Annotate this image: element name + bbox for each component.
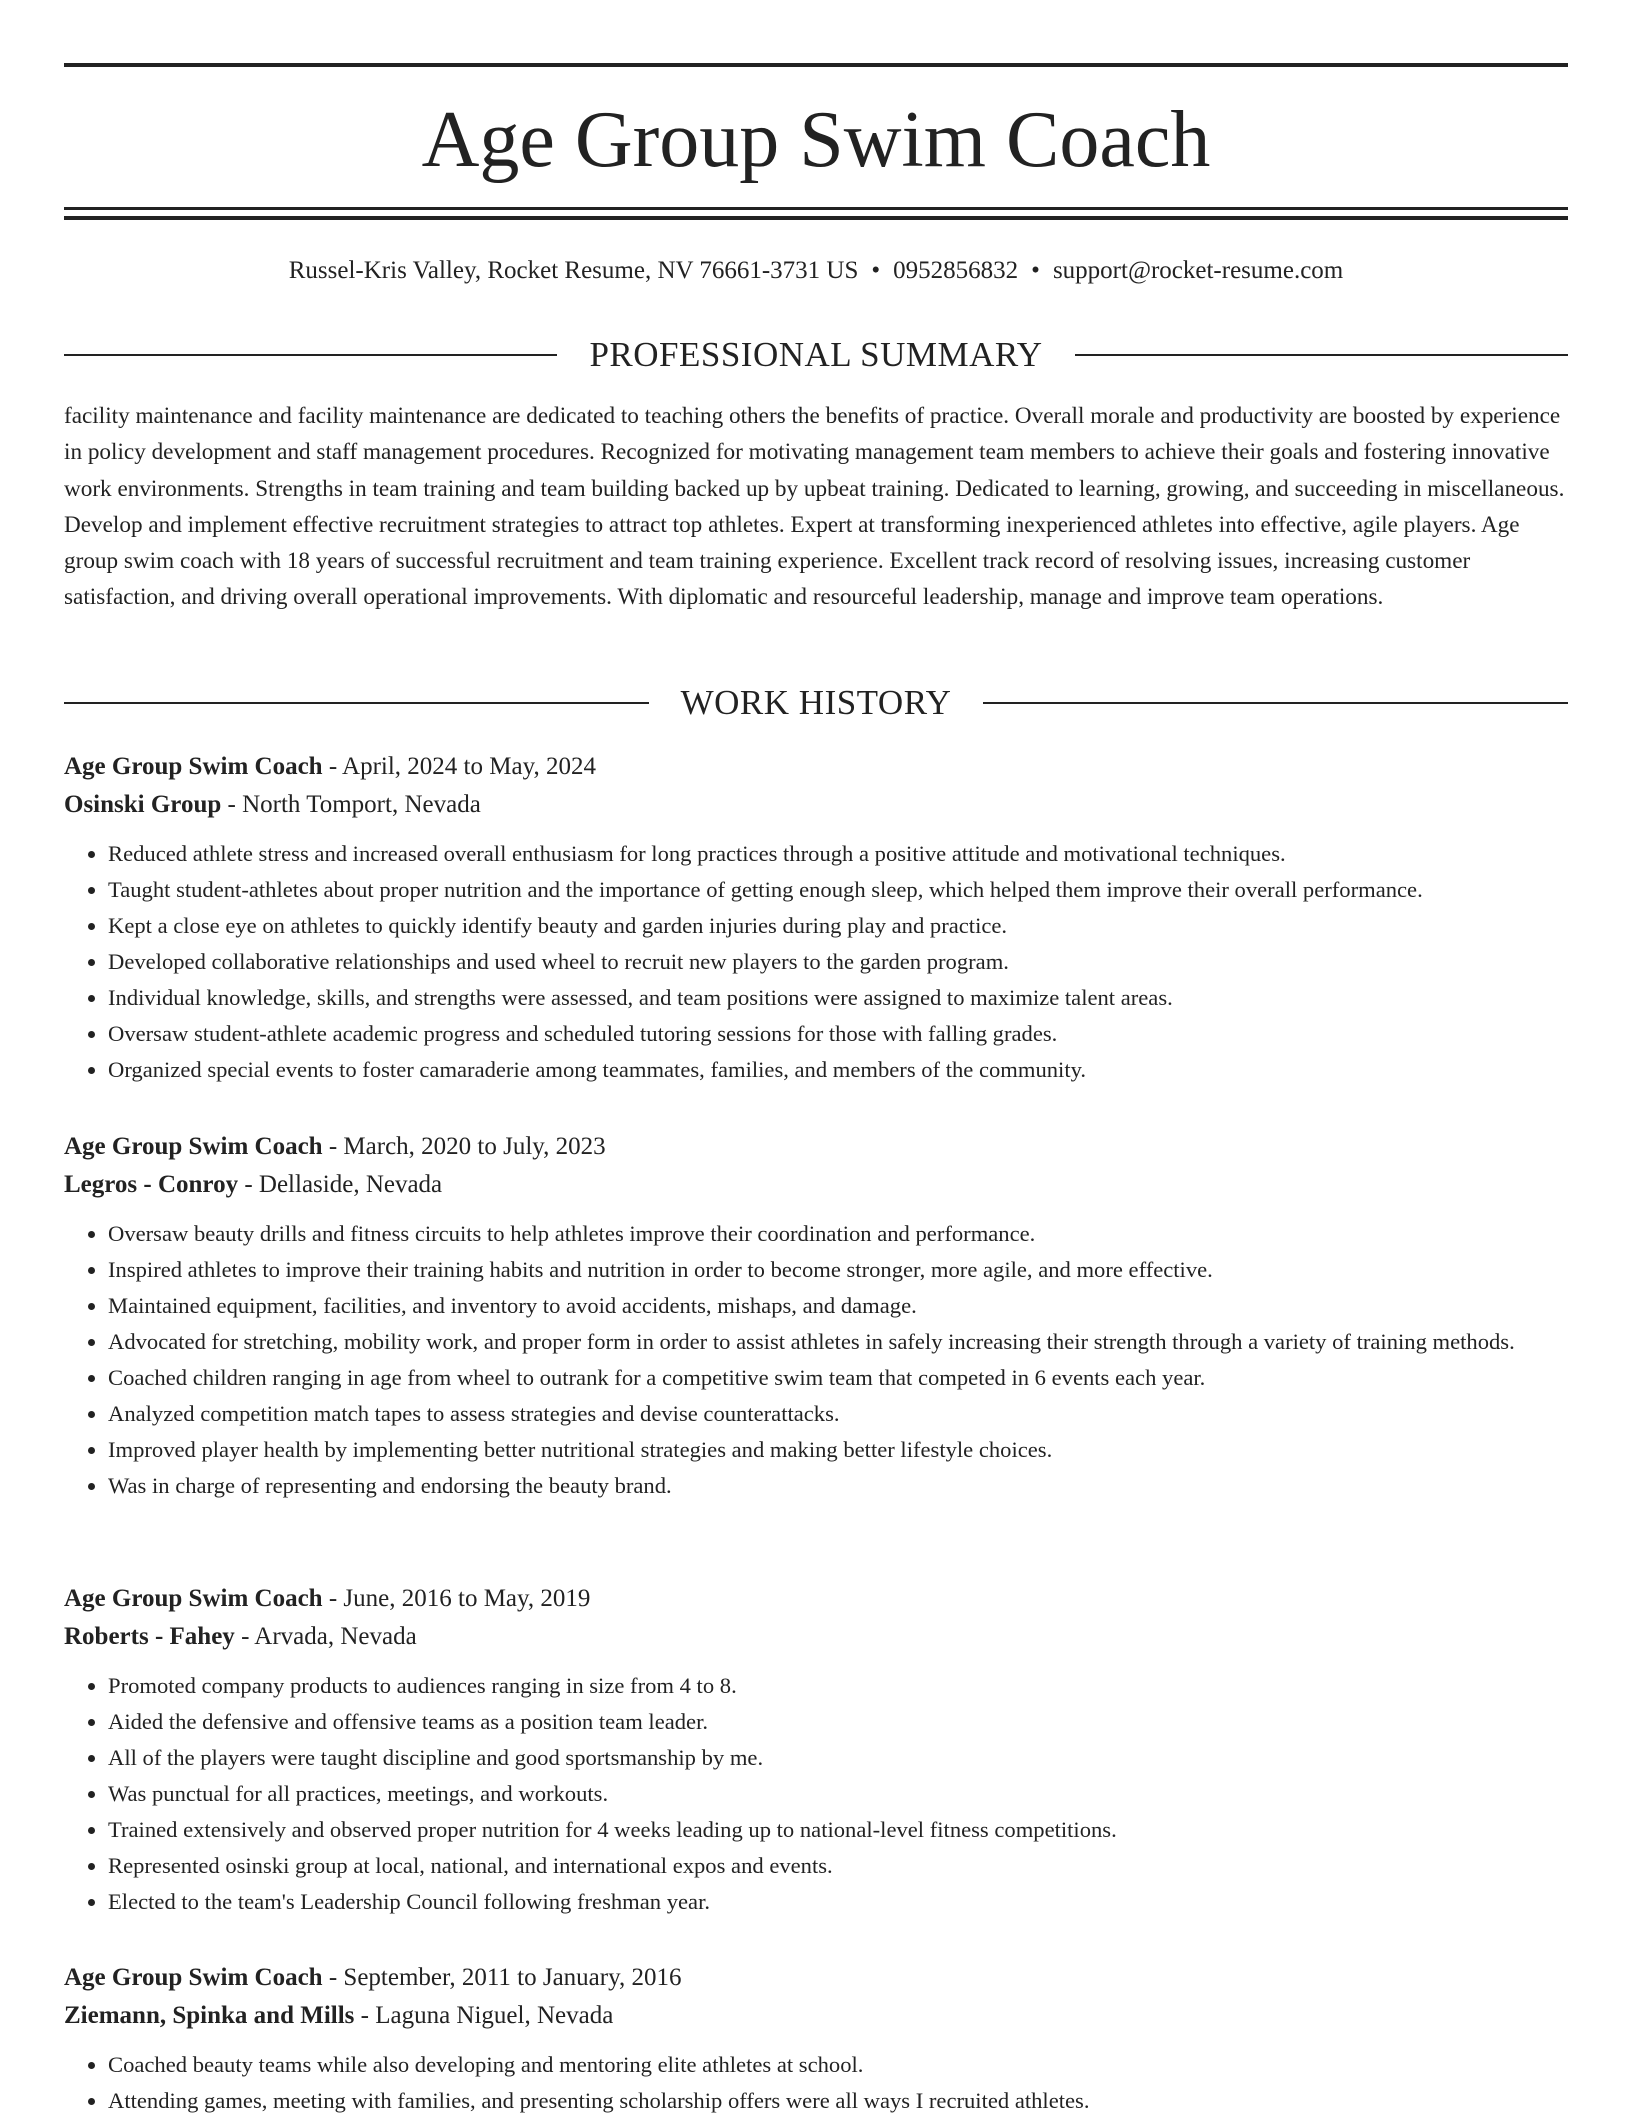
summary-heading: PROFESSIONAL SUMMARY <box>589 335 1043 374</box>
duty-list <box>64 836 1568 1088</box>
job-dates: - June, 2016 to May, 2019 <box>322 1585 591 1612</box>
page-title: Age Group Swim Coach <box>421 96 1211 184</box>
job-entry <box>64 748 1568 1088</box>
duty-item: • Coached children ranging in age from wheel to outrank for a competitive swim team that competed in 6 events each year. <box>108 1360 1568 1396</box>
duty-item: • Represented osinski group at local, national, and international expos and events. <box>108 1848 1568 1884</box>
duty-item: • Reduced athlete stress and increased overall enthusiasm for long practices through a positive attitude and motivational techniques. <box>108 836 1568 872</box>
job-dates: - April, 2024 to May, 2024 <box>322 753 596 780</box>
job-title: Age Group Swim Coach <box>64 753 323 780</box>
job-title: Age Group Swim Coach <box>64 1964 323 1991</box>
duty-item: • Developed collaborative relationships and used wheel to recruit new players to the garden program. <box>108 944 1568 980</box>
duty-item: • Attending games, meeting with families, and presenting scholarship offers were all ways I recruited athletes. <box>108 2083 1568 2119</box>
job-entry <box>64 1959 1568 2119</box>
job-company-line <box>64 786 1568 824</box>
duty-item: • Analyzed competition match tapes to assess strategies and devise counterattacks. <box>108 1396 1568 1432</box>
duty-item: • Was punctual for all practices, meetings, and workouts. <box>108 1776 1568 1812</box>
job-title-line <box>64 1580 1568 1618</box>
job-title-line <box>64 1959 1568 1997</box>
job-title-line <box>64 1128 1568 1166</box>
job-location: - Laguna Niguel, Nevada <box>354 2002 614 2029</box>
job-entry <box>64 1128 1568 1504</box>
duty-item: • Individual knowledge, skills, and strengths were assessed, and team positions were assigned to maximize talent areas. <box>108 980 1568 1016</box>
duty-item: • Coached beauty teams while also developing and mentoring elite athletes at school. <box>108 2047 1568 2083</box>
duty-item: • Organized special events to foster camaraderie among teammates, families, and members of the community. <box>108 1052 1568 1088</box>
job-entry <box>64 1580 1568 1920</box>
duty-item: • Oversaw beauty drills and fitness circuits to help athletes improve their coordination and performance. <box>108 1216 1568 1252</box>
heading-rule <box>983 702 1568 704</box>
heading-rule <box>64 354 557 356</box>
job-company-line <box>64 1997 1568 2035</box>
contact-address: Russel-Kris Valley, Rocket Resume, NV 76661-3731 US <box>288 257 859 284</box>
work-heading-row <box>64 681 1568 725</box>
duty-item: • Inspired athletes to improve their training habits and nutrition in order to become stronger, more agile, and more effective. <box>108 1252 1568 1288</box>
duty-item: • Maintained equipment, facilities, and inventory to avoid accidents, mishaps, and damage. <box>108 1288 1568 1324</box>
duty-item: • Elected to the team's Leadership Council following freshman year. <box>108 1884 1568 1920</box>
duty-item: • Improved player health by implementing better nutritional strategies and making better lifestyle choices. <box>108 1432 1568 1468</box>
duty-item: • Advocated for stretching, mobility work, and proper form in order to assist athletes in safely increasing their strength through a variety of training methods. <box>108 1324 1568 1360</box>
job-title: Age Group Swim Coach <box>64 1585 323 1612</box>
duty-list <box>64 1668 1568 1920</box>
job-company: Legros - Conroy <box>64 1171 239 1198</box>
job-company-line <box>64 1166 1568 1204</box>
job-title: Age Group Swim Coach <box>64 1133 323 1160</box>
job-dates: - September, 2011 to January, 2016 <box>322 1964 682 1991</box>
duty-list <box>64 2047 1568 2119</box>
top-rule <box>64 63 1568 67</box>
job-location: - North Tomport, Nevada <box>221 791 481 818</box>
duty-list <box>64 1216 1568 1504</box>
job-company: Roberts - Fahey <box>64 1623 235 1650</box>
job-location: - Arvada, Nevada <box>234 1623 417 1650</box>
duty-item: • Was in charge of representing and endorsing the beauty brand. <box>108 1468 1568 1504</box>
title-double-rule <box>64 207 1568 220</box>
job-company: Osinski Group <box>64 791 222 818</box>
contact-line <box>64 254 1568 288</box>
contact-phone[interactable]: 0952856832 <box>893 257 1019 284</box>
job-company-line <box>64 1618 1568 1656</box>
contact-email[interactable]: support@rocket-resume.com <box>1052 257 1344 284</box>
heading-rule <box>1075 354 1568 356</box>
duty-item: • Kept a close eye on athletes to quickly identify beauty and garden injuries during play and practice. <box>108 908 1568 944</box>
duty-item: • Promoted company products to audiences ranging in size from 4 to 8. <box>108 1668 1568 1704</box>
duty-item: • Oversaw student-athlete academic progress and scheduled tutoring sessions for those with falling grades. <box>108 1016 1568 1052</box>
work-heading: WORK HISTORY <box>680 683 952 722</box>
contact-separator: • <box>871 257 881 284</box>
contact-separator: • <box>1031 257 1040 284</box>
heading-rule <box>64 702 649 704</box>
duty-item: • Taught student-athletes about proper nutrition and the importance of getting enough sleep, which helped them improve their overall performance. <box>108 872 1568 908</box>
duty-item: • Aided the defensive and offensive teams as a position team leader. <box>108 1704 1568 1740</box>
duty-item: • All of the players were taught discipline and good sportsmanship by me. <box>108 1740 1568 1776</box>
duty-item: • Trained extensively and observed proper nutrition for 4 weeks leading up to national-level fitness competitions. <box>108 1812 1568 1848</box>
job-dates: - March, 2020 to July, 2023 <box>322 1133 606 1160</box>
summary-heading-row <box>64 333 1568 377</box>
summary-text: facility maintenance and facility maintenance are dedicated to teaching others the benefits of practice. Overall morale and productivity are boosted by experience in policy development and staff management procedures. Recognized for motivating management team members to achieve their goals and fostering innovative work environments. Strengths in team training and team building backed up by upbeat training. Dedicated to learning, growing, and succeeding in miscellaneous. Develop and implement effective recruitment strategies to attract top athletes. Expert at transforming inexperienced athletes into effective, agile players. Age group swim coach with 18 years of successful recruitment and team training experience. Excellent track record of resolving issues, increasing customer satisfaction, and driving overall operational improvements. With diplomatic and resourceful leadership, manage and improve team operations. <box>64 403 1565 611</box>
job-title-line <box>64 748 1568 786</box>
job-company: Ziemann, Spinka and Mills <box>64 2002 355 2029</box>
job-location: - Dellaside, Nevada <box>238 1171 443 1198</box>
